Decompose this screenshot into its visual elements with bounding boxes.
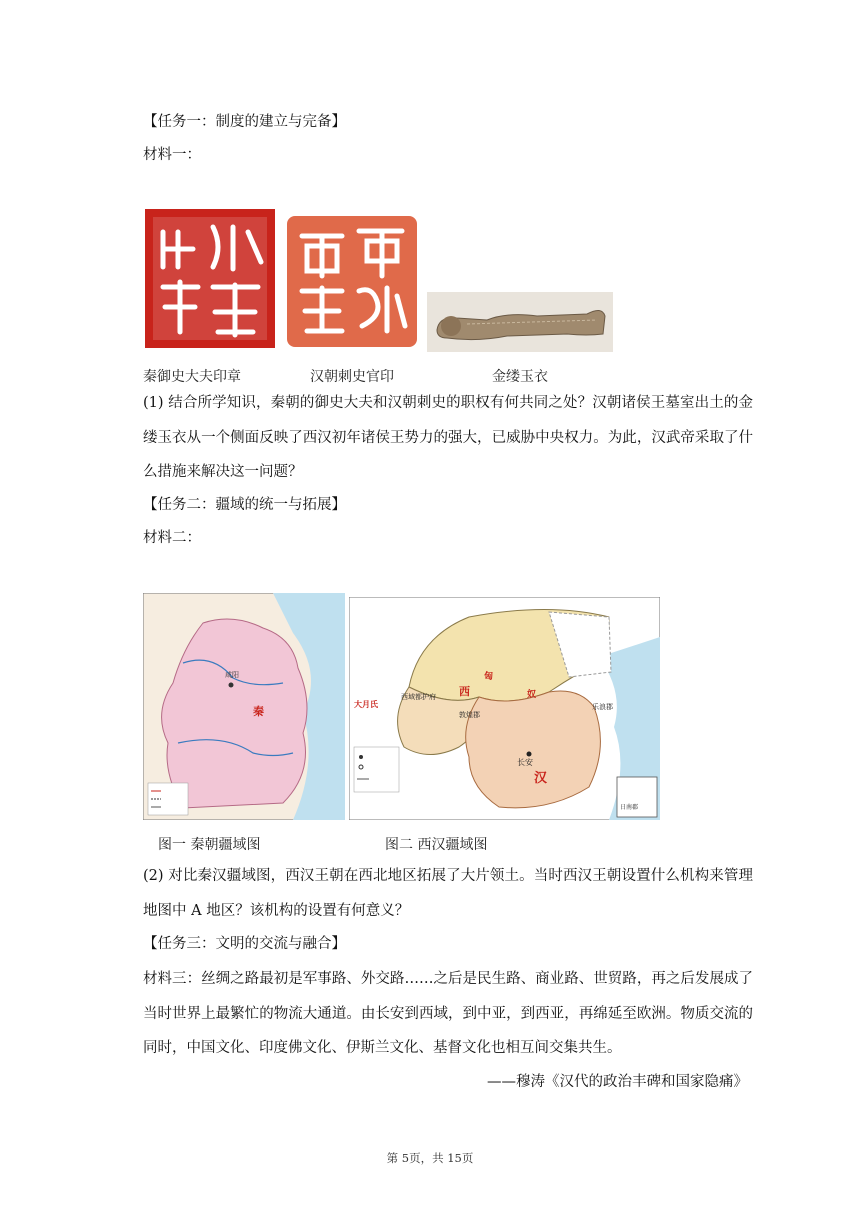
map1-xianyang: 咸阳 (225, 671, 239, 679)
qin-censor-seal-image (143, 207, 277, 350)
material3-attribution: ——穆涛《汉代的政治丰碑和国家隐痛》 (487, 1074, 748, 1090)
question-1: (1) 结合所学知识，秦朝的御史大夫和汉朝刺史的职权有何共同之处？汉朝诸侯王墓室出土的金缕玉衣从一个侧面反映了西汉初年诸侯王势力的强大，已威胁中央权力。为此，汉武帝采取了什么措施来解决这一问题？ (143, 395, 753, 480)
map2-rinan: 日南郡 (620, 804, 639, 811)
map2-xi: 西 (459, 685, 470, 698)
western-han-territory-map (349, 597, 660, 820)
caption-han-map: 图二 西汉疆域图 (385, 837, 488, 853)
map2-xiyu: 西域都护府 (401, 693, 436, 701)
qin-territory-map (143, 593, 345, 820)
map2-lelang: 乐浪郡 (592, 703, 613, 711)
map2-dunhuang: 敦煌郡 (459, 711, 480, 719)
task2-heading: 【任务二：疆域的统一与拓展】 (143, 497, 346, 513)
jade-burial-suit-image (427, 292, 613, 352)
material1-label: 材料一： (143, 147, 201, 163)
task1-heading: 【任务一：制度的建立与完备】 (143, 114, 346, 130)
han-inspector-seal-image (287, 216, 417, 347)
caption-han-seal: 汉朝刺史官印 (310, 369, 394, 385)
map1-qin: 秦 (253, 705, 264, 718)
map2-yuezhi: 大月氏 (354, 700, 378, 709)
question-2: (2) 对比秦汉疆域图，西汉王朝在西北地区拓展了大片领土。当时西汉王朝设置什么机构来管理地图中 A 地区？该机构的设置有何意义？ (143, 868, 753, 919)
task3-heading: 【任务三：文明的交流与融合】 (143, 936, 346, 952)
map2-nu: 奴 (527, 690, 537, 700)
map2-xiongnu: 匈 (484, 672, 494, 682)
map2-han: 汉 (534, 771, 548, 786)
map2-changan: 长安 (517, 758, 533, 767)
material2-label: 材料二： (143, 530, 201, 546)
caption-jade-suit: 金缕玉衣 (492, 369, 548, 385)
caption-qin-map: 图一 秦朝疆域图 (158, 837, 261, 853)
page-footer: 第 5页，共 15页 (386, 1151, 474, 1165)
caption-qin-seal: 秦御史大夫印章 (143, 369, 241, 385)
material3-text: 材料三：丝绸之路最初是军事路、外交路……之后是民生路、商业路、世贸路，再之后发展成了当时世界上最繁忙的物流大通道。由长安到西域，到中亚，到西亚，再绵延至欧洲。物质交流的同时，中国文化、印度佛文化、伊斯兰文化、基督文化也相互间交集共生。 (143, 971, 753, 1056)
